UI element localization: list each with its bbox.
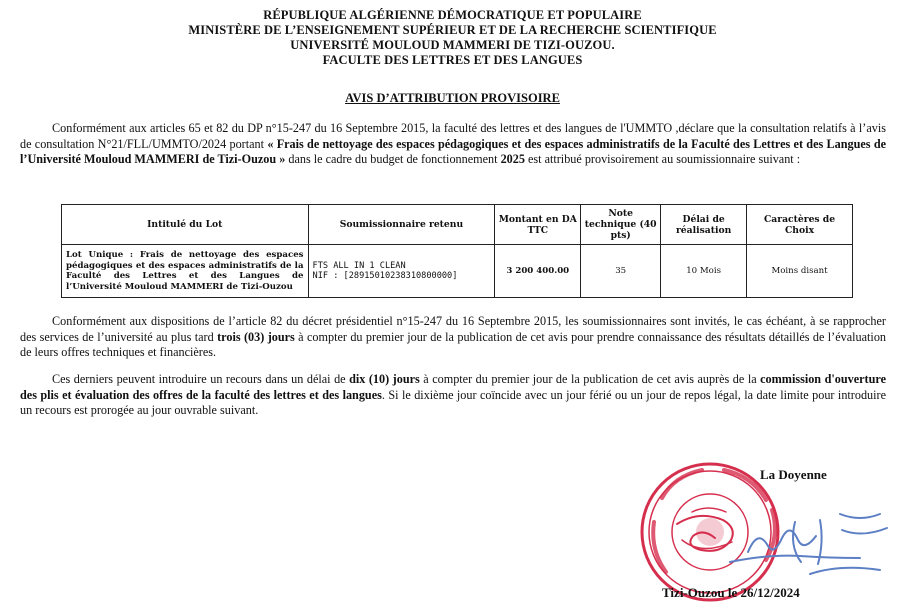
cell-montant: 3 200 400.00 (495, 245, 581, 298)
consult-deadline: trois (03) jours (217, 329, 295, 344)
cell-soumissionnaire (308, 245, 495, 298)
header-soumissionnaire: Soumissionnaire retenu (308, 205, 495, 245)
cell-caracteres: Moins disant (747, 245, 853, 298)
intro-text-c: dans le cadre du budget de fonctionnement (285, 152, 501, 167)
intro-text-a: Conformément aux articles 65 et 82 du DP n°15-247 du 16 Septembre 2015, la faculté des lettres et des langues de l'UMMTO ,déclare que la consultation relatifs à l’avis de consultation N°21/FLL/UMMTO/2024 portant (20, 121, 886, 151)
table-row (62, 245, 853, 298)
supplier-nif: NIF : [28915010238310800000] (312, 271, 458, 281)
header-lot: Intitulé du Lot (62, 205, 309, 245)
header-montant: Montant en DA TTC (495, 205, 581, 245)
header-faculty: FACULTE DES LETTRES ET DES LANGUES (322, 53, 583, 67)
recours-text-c: à compter du premier jour de la publication de cet avis auprès de la (419, 372, 761, 386)
cell-note: 35 (581, 245, 661, 298)
consult-text-a: Conformément aux dispositions de l’article 82 du décret présidentiel n°15-247 du 16 Septembre 2015, les soumissionnaires sont invités, le cas échéant, à se rapprocher des services de l’université au plus tard (20, 314, 886, 344)
header-republic: RÉPUBLIQUE ALGÉRIENNE DÉMOCRATIQUE ET POPULAIRE (263, 8, 642, 22)
recours-deadline: dix (10) jours (349, 372, 420, 386)
supplier-name: FTS ALL IN 1 CLEAN (312, 260, 406, 271)
paragraph-consultation (20, 314, 886, 361)
intro-text-e: est attribué provisoirement au soumissionnaire suivant : (524, 152, 801, 167)
table-header-row (62, 205, 853, 245)
paragraph-intro (20, 121, 886, 168)
recours-text-a: Ces derniers peuvent introduire un recours dans un délai de (52, 372, 350, 386)
recours-text-e: . Si le dixième jour coïncide avec un jour férié ou un jour de repos légal, la date limite pour introduire un recours est prorogée au jour ouvrable suivant. (20, 387, 886, 418)
header-university: UNIVERSITÉ MOULOUD MAMMERI DE TIZI-OUZOU. (290, 38, 615, 52)
cell-delai: 10 Mois (661, 245, 747, 298)
paragraph-recours (20, 372, 886, 419)
header-delai: Délai de réalisation (661, 205, 747, 245)
attribution-table (61, 204, 853, 298)
header-note: Note technique (40 pts) (581, 205, 661, 245)
intro-object-title: « Frais de nettoyage des espaces pédagogiques et des espaces administratifs de la Faculté des Lettres et des Langues de l’Université Mouloud MAMMERI de Tizi-Ouzou » (20, 136, 887, 167)
place-date: Tizi-Ouzou le 26/12/2024 (662, 585, 800, 600)
document-header (0, 8, 905, 68)
signature-image (700, 502, 900, 587)
signatory-role: La Doyenne (760, 467, 827, 482)
header-caracteres: Caractères de Choix (747, 205, 853, 245)
recours-commission: commission d'ouverture des plis et évaluation des offres de la faculté des lettres et des langues (20, 372, 886, 402)
intro-budget-year: 2025 (500, 152, 525, 167)
cell-lot: Lot Unique : Frais de nettoyage des espaces pédagogiques et des espaces administratifs de la Faculté des Lettres et des Langues de l’Université Mouloud MAMMERI de Tizi-Ouzou (62, 245, 309, 298)
page-title: AVIS D’ATTRIBUTION PROVISOIRE (345, 91, 560, 105)
consult-text-c: à compter du premier jour de la publication de cet avis pour prendre connaissance des résultats détaillés de l’évaluation de leurs offres techniques et financières. (20, 329, 887, 360)
header-ministry: MINISTÈRE DE L’ENSEIGNEMENT SUPÉRIEUR ET DE LA RECHERCHE SCIENTIFIQUE (188, 23, 717, 37)
